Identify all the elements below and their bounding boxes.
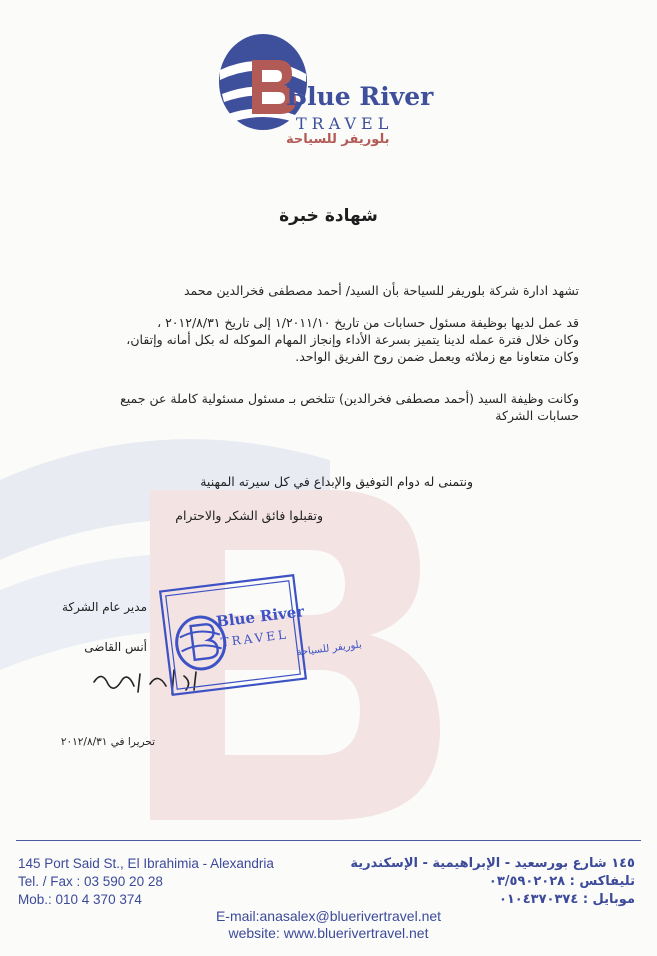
issue-date: تحريرا في ٢٠١٢/٨/٣١ — [60, 736, 155, 748]
footer-mobile-arabic: موبايل : ٠١٠٤٣٧٠٣٧٤ — [498, 892, 635, 907]
paragraph-1-line-2: وكان خلال فترة عمله لدينا يتميز بسرعة الأداء وإنجاز المهام الموكله له بكل أمانه وإتقان، — [126, 332, 579, 347]
footer-address-arabic: ١٤٥ شارع بورسعيد - الإبراهيمية - الإسكندرية — [350, 856, 635, 871]
letter-intro: تشهد ادارة شركة بلوريفر للسياحة بأن السيد/ أحمد مصطفى فخرالدين محمد — [183, 283, 579, 298]
footer-website-link[interactable]: website: www.bluerivertravel.net — [228, 925, 429, 941]
footer-mobile-english: Mob.: 010 4 370 374 — [18, 892, 142, 907]
footer-email-link[interactable]: E-mail:anasalex@bluerivertravel.net — [215, 908, 442, 924]
signatory-title: مدير عام الشركة — [61, 600, 147, 614]
footer-address-english: 145 Port Said St., El Ibrahimia - Alexandria — [18, 856, 274, 871]
company-stamp — [151, 566, 363, 703]
footer-telfax-english: Tel. / Fax : 03 590 20 28 — [18, 874, 163, 889]
footer-divider — [16, 840, 641, 841]
stamp-travel-text: TRAVEL — [219, 627, 290, 650]
letter-paragraph-1 — [79, 314, 579, 365]
letter-title: شهادة خبرة — [279, 206, 378, 226]
logo-travel-text: TRAVEL — [296, 114, 394, 133]
footer-telfax-arabic: تليفاكس : ٠٣/٥٩٠٢٠٢٨ — [488, 874, 635, 889]
stamp-brand-name: Blue River — [215, 602, 306, 631]
paragraph-2-line-1: وكانت وظيفة السيد (أحمد مصطفى فخرالدين) تتلخص بـ مسئول مسئولية كاملة عن جميع — [120, 391, 579, 406]
closing-wish: ونتمنى له دوام التوفيق والإبداع في كل سيرته المهنية — [200, 474, 473, 489]
paragraph-1-line-3: وكان متعاونا مع زملائه ويعمل ضمن روح الفريق الواحد. — [295, 349, 579, 364]
signatory-name: أنس القاضى — [84, 640, 147, 654]
letter-paragraph-2 — [79, 390, 579, 424]
closing-thanks: وتقبلوا فائق الشكر والاحترام — [175, 508, 323, 523]
paragraph-2-line-2: حسابات الشركة — [495, 408, 579, 423]
logo-brand-name: Blue River — [286, 82, 434, 111]
stamp-arabic-text: بلوريفر للسياحة — [295, 639, 363, 659]
paragraph-1-line-1: قد عمل لديها بوظيفة مسئول حسابات من تاريخ ١/٢٠١١/١٠ إلى تاريخ ٢٠١٢/٨/٣١ ، — [157, 315, 579, 330]
logo-arabic-text: بلوريفر للسياحة — [286, 132, 390, 147]
company-logo — [218, 30, 434, 155]
